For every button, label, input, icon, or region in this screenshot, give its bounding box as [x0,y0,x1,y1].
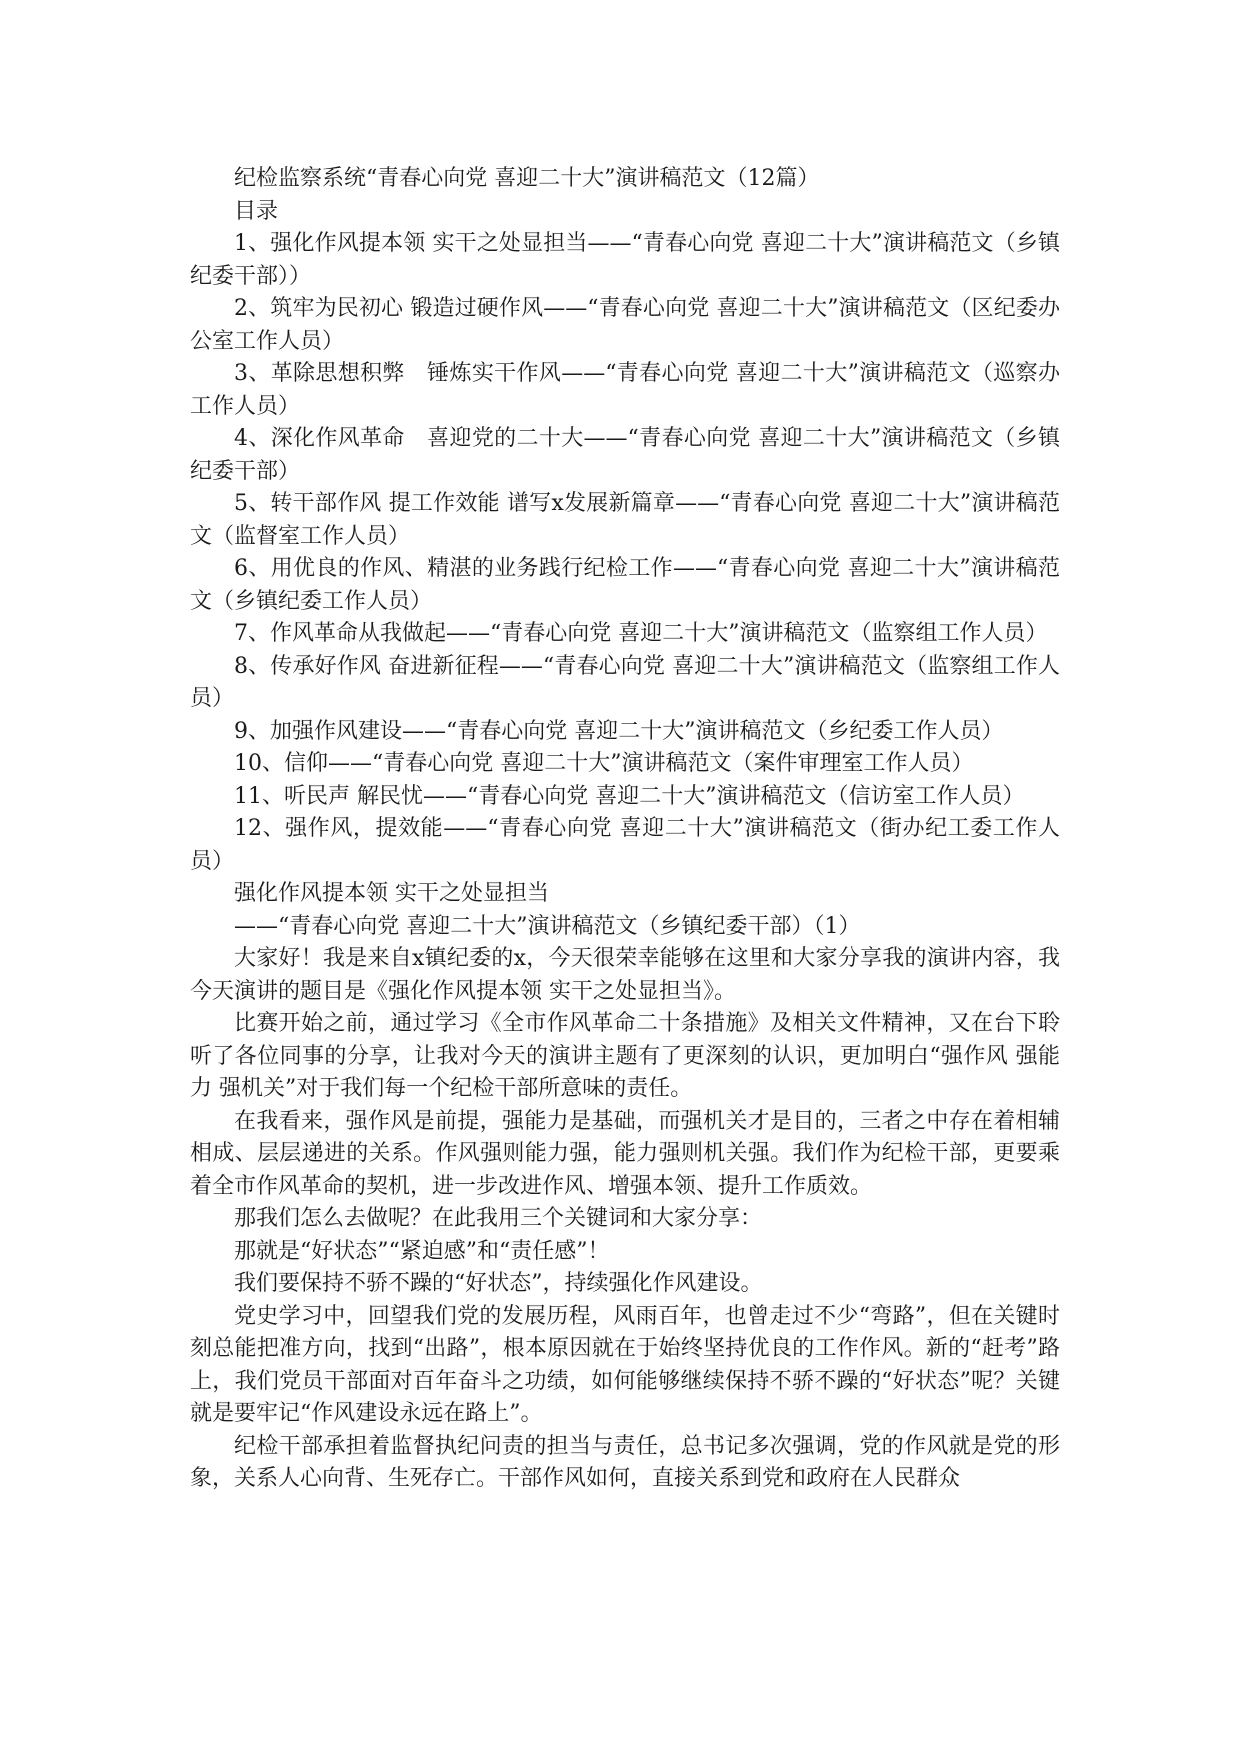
section-subtitle: ——“青春心向党 喜迎二十大”演讲稿范文（乡镇纪委干部）（1） [234,913,861,939]
body-paragraph: 大家好！我是来自x镇纪委的x，今天很荣幸能够在这里和大家分享我的演讲内容，我今天演讲的题目是《强化作风提本领 实干之处显担当》。 [190,946,1060,1004]
body-paragraph: 那我们怎么去做呢？在此我用三个关键词和大家分享： [234,1206,763,1231]
toc-item: 9、加强作风建设——“青春心向党 喜迎二十大”演讲稿范文（乡纪委工作人员） [234,718,1004,744]
toc-item: 12、强作风，提效能——“青春心向党 喜迎二十大”演讲稿范文（街办纪工委工作人员） [190,816,1060,874]
body-paragraph: 在我看来，强作风是前提，强能力是基础，而强机关才是目的，三者之中存在着相辅相成、层层递进的关系。作风强则能力强，能力强则机关强。我们作为纪检干部，更要乘着全市作风革命的契机，进一步改进作风、增强本领、提升工作质效。 [190,1108,1060,1199]
body-paragraph: 党史学习中，回望我们党的发展历程，风雨百年，也曾走过不少“弯路”，但在关键时刻总能把准方向，找到“出路”，根本原因就在于始终坚持优良的工作作风。新的“赶考”路上，我们党员干部面对百年奋斗之功绩，如何能够继续保持不骄不躁的“好状态”呢？关键就是要牢记“作风建设永远在路上”。 [190,1303,1060,1426]
body-paragraph: 比赛开始之前，通过学习《全市作风革命二十条措施》及相关文件精神，又在台下聆听了各位同事的分享，让我对今天的演讲主题有了更深刻的认识，更加明白“强作风 强能力 强机关”对于我们每一个纪检干部所意味的责任。 [190,1011,1060,1101]
body-paragraph: 我们要保持不骄不躁的“好状态”，持续强化作风建设。 [234,1271,763,1296]
document-content [190,163,1060,1496]
toc-item: 10、信仰——“青春心向党 喜迎二十大”演讲稿范文（案件审理室工作人员） [234,751,974,776]
toc-item: 6、用优良的作风、精湛的业务践行纪检工作——“青春心向党 喜迎二十大”演讲稿范文（乡镇纪委工作人员） [190,556,1060,614]
section-title: 强化作风提本领 实干之处显担当 [234,881,549,906]
toc-item: 1、强化作风提本领 实干之处显担当——“青春心向党 喜迎二十大”演讲稿范文（乡镇纪委干部）） [190,231,1060,289]
body-paragraph: 那就是“好状态”“紧迫感”和“责任感”！ [234,1238,610,1264]
body-paragraph: 纪检干部承担着监督执纪问责的担当与责任，总书记多次强调，党的作风就是党的形象，关系人心向背、生死存亡。干部作风如何，直接关系到党和政府在人民群众 [190,1433,1060,1491]
toc-item: 3、革除思想积弊 锤炼实干作风——“青春心向党 喜迎二十大”演讲稿范文（巡察办工作人员） [190,361,1060,419]
toc-item: 4、深化作风革命 喜迎党的二十大——“青春心向党 喜迎二十大”演讲稿范文（乡镇纪委干部） [190,426,1060,484]
toc-item: 11、听民声 解民忧——“青春心向党 喜迎二十大”演讲稿范文（信访室工作人员） [234,783,1025,809]
toc-heading: 目录 [234,198,279,224]
toc-item: 5、转干部作风 提工作效能 谱写x发展新篇章——“青春心向党 喜迎二十大”演讲稿范文（监督室工作人员） [190,491,1060,549]
document-title: 纪检监察系统“青春心向党 喜迎二十大”演讲稿范文（12篇） [234,166,820,191]
toc-item: 8、传承好作风 奋进新征程——“青春心向党 喜迎二十大”演讲稿范文（监察组工作人员） [190,653,1060,711]
toc-item: 2、筑牢为民初心 锻造过硬作风——“青春心向党 喜迎二十大”演讲稿范文（区纪委办公室工作人员） [190,296,1060,354]
toc-item: 7、作风革命从我做起——“青春心向党 喜迎二十大”演讲稿范文（监察组工作人员） [234,621,1048,646]
